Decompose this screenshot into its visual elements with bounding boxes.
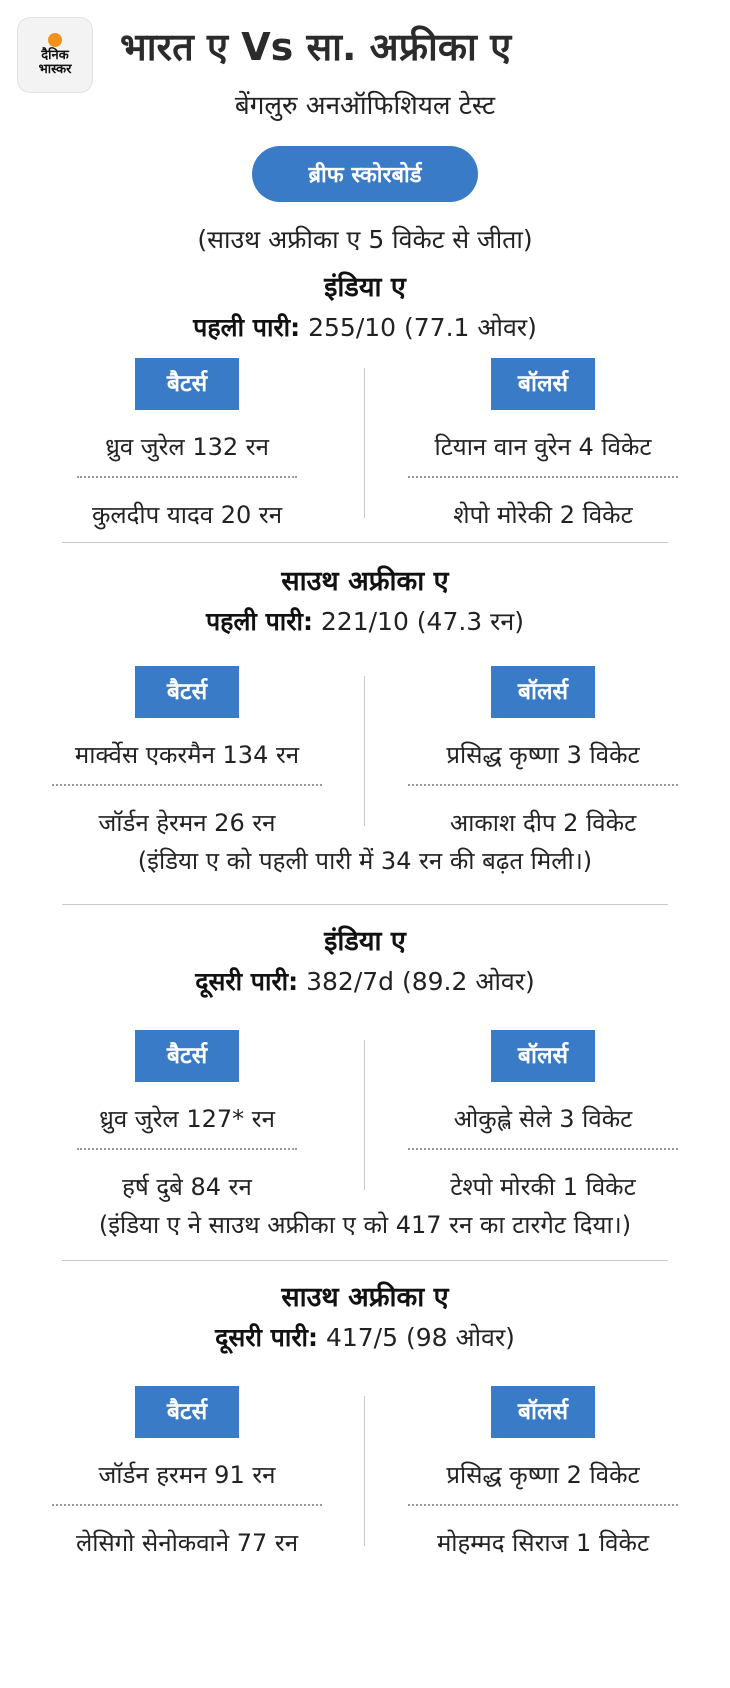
batters-tag: बैटर्स bbox=[135, 666, 239, 718]
innings-label: पहली पारी: bbox=[193, 313, 301, 342]
batters-column bbox=[22, 1030, 352, 1212]
innings-note: (इंडिया ए ने साउथ अफ्रीका ए को 417 रन का टारगेट दिया।) bbox=[98, 1211, 632, 1239]
bowler-row: टेश्पो मोरकी 1 विकेट bbox=[450, 1173, 636, 1201]
batters-column bbox=[22, 1386, 352, 1568]
section-divider bbox=[62, 904, 668, 905]
batter-row: ध्रुव जुरेल 132 रन bbox=[105, 433, 269, 461]
dotted-divider bbox=[408, 1504, 678, 1506]
dotted-divider bbox=[77, 1148, 297, 1150]
batters-tag: बैटर्स bbox=[135, 1386, 239, 1438]
dainik-bhaskar-logo bbox=[18, 18, 92, 92]
batters-tag: बैटर्स bbox=[135, 358, 239, 410]
innings-score-line bbox=[0, 962, 730, 1002]
dotted-divider bbox=[77, 476, 297, 478]
innings-score: 417/5 (98 ओवर) bbox=[318, 1323, 515, 1352]
batter-row: जॉर्डन हेरमन 26 रन bbox=[98, 809, 276, 837]
bowlers-tag: बॉलर्स bbox=[491, 1386, 595, 1438]
page-subtitle: बेंगलुरु अनऑफिशियल टेस्ट bbox=[234, 91, 496, 121]
bowler-row: टियान वान वुरेन 4 विकेट bbox=[434, 433, 652, 461]
innings-section bbox=[0, 268, 730, 348]
bowler-row: मोहम्मद सिराज 1 विकेट bbox=[436, 1529, 650, 1557]
dotted-divider bbox=[52, 1504, 322, 1506]
bowler-row: आकाश दीप 2 विकेट bbox=[449, 809, 637, 837]
section-divider bbox=[62, 542, 668, 543]
innings-score-line bbox=[0, 308, 730, 348]
match-result: (साउथ अफ्रीका ए 5 विकेट से जीता) bbox=[197, 225, 533, 254]
batter-row: मार्क्वेस एकरमैन 134 रन bbox=[74, 741, 300, 769]
bowlers-column bbox=[378, 1386, 708, 1568]
column-divider bbox=[364, 1040, 365, 1190]
innings-section bbox=[0, 922, 730, 1002]
team-name: साउथ अफ्रीका ए bbox=[281, 1282, 449, 1313]
innings-label: दूसरी पारी: bbox=[195, 967, 299, 996]
innings-score-line bbox=[0, 602, 730, 642]
innings-score: 382/7d (89.2 ओवर) bbox=[298, 967, 535, 996]
logo-dot-icon bbox=[48, 33, 62, 47]
batter-row: जॉर्डन हरमन 91 रन bbox=[98, 1461, 276, 1489]
innings-note: (इंडिया ए को पहली पारी में 34 रन की बढ़त मिली।) bbox=[137, 847, 593, 875]
brief-scoreboard-badge: ब्रीफ स्कोरबोर्ड bbox=[252, 146, 478, 202]
innings-score: 221/10 (47.3 रन) bbox=[312, 607, 525, 636]
batter-row: लेसिगो सेनोकवाने 77 रन bbox=[75, 1529, 299, 1557]
batters-column bbox=[22, 358, 352, 540]
logo-line-1: दैनिक bbox=[41, 48, 69, 63]
section-divider bbox=[62, 1260, 668, 1261]
innings-section bbox=[0, 1278, 730, 1358]
bowlers-tag: बॉलर्स bbox=[491, 358, 595, 410]
bowler-row: ओकुह्ले सेले 3 विकेट bbox=[453, 1105, 633, 1133]
innings-label: दूसरी पारी: bbox=[215, 1323, 319, 1352]
column-divider bbox=[364, 1396, 365, 1546]
batter-row: कुलदीप यादव 20 रन bbox=[91, 501, 283, 529]
innings-score-line bbox=[0, 1318, 730, 1358]
team-name: साउथ अफ्रीका ए bbox=[281, 566, 449, 597]
team-name: इंडिया ए bbox=[324, 272, 406, 303]
logo-line-2: भास्कर bbox=[38, 62, 72, 77]
dotted-divider bbox=[52, 784, 322, 786]
bowlers-tag: बॉलर्स bbox=[491, 666, 595, 718]
batters-column bbox=[22, 666, 352, 848]
dotted-divider bbox=[408, 784, 678, 786]
page-title: भारत ए Vs सा. अफ्रीका ए bbox=[120, 25, 512, 69]
batters-tag: बैटर्स bbox=[135, 1030, 239, 1082]
batter-row: ध्रुव जुरेल 127* रन bbox=[99, 1105, 275, 1133]
dotted-divider bbox=[408, 476, 678, 478]
innings-score: 255/10 (77.1 ओवर) bbox=[300, 313, 537, 342]
innings-label: पहली पारी: bbox=[205, 607, 313, 636]
bowlers-tag: बॉलर्स bbox=[491, 1030, 595, 1082]
bowlers-column bbox=[378, 666, 708, 848]
bowler-row: प्रसिद्ध कृष्णा 3 विकेट bbox=[446, 741, 640, 769]
bowler-row: शेपो मोरेकी 2 विकेट bbox=[453, 501, 633, 529]
dotted-divider bbox=[408, 1148, 678, 1150]
innings-section bbox=[0, 562, 730, 642]
bowlers-column bbox=[378, 358, 708, 540]
bowlers-column bbox=[378, 1030, 708, 1212]
bowler-row: प्रसिद्ध कृष्णा 2 विकेट bbox=[446, 1461, 640, 1489]
column-divider bbox=[364, 676, 365, 826]
team-name: इंडिया ए bbox=[324, 926, 406, 957]
batter-row: हर्ष दुबे 84 रन bbox=[122, 1173, 252, 1201]
column-divider bbox=[364, 368, 365, 518]
